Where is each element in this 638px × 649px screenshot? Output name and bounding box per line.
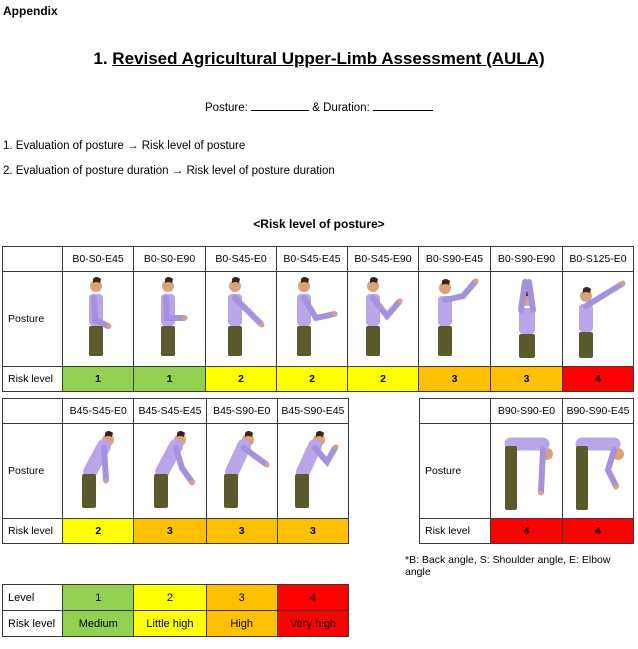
risk-level-cell: 3 <box>206 519 277 544</box>
posture-image-cell <box>563 424 634 519</box>
posture-code: B45-S90-E0 <box>206 399 277 424</box>
risk-level-cell: 2 <box>348 367 419 392</box>
title-number: 1. <box>93 49 108 68</box>
risk-level-cell: 4 <box>491 519 563 544</box>
risk-level-cell: 3 <box>134 519 206 544</box>
posture-image-cell <box>563 272 634 367</box>
risk-row-label: Risk level <box>420 519 491 544</box>
risk-level-cell: 2 <box>63 519 134 544</box>
risk-level-cell: 2 <box>206 367 277 392</box>
posture-image-cell <box>134 424 206 519</box>
worker-figure-icon <box>353 274 413 364</box>
worker-figure-icon <box>497 274 557 364</box>
posture-image-cell <box>491 272 563 367</box>
posture-image-cell <box>277 272 348 367</box>
posture-code: B45-S90-E45 <box>277 399 348 424</box>
risk-level-cell: 3 <box>419 367 491 392</box>
posture-image-cell <box>491 424 563 519</box>
risk-level-cell: 4 <box>563 367 634 392</box>
posture-code: B45-S45-E0 <box>63 399 134 424</box>
risk-level-cell: 3 <box>491 367 563 392</box>
title-text: Revised Agricultural Upper-Limb Assessment (AULA) <box>112 49 545 68</box>
appendix-heading: Appendix <box>3 4 58 18</box>
worker-figure-icon <box>497 426 557 516</box>
duration-label: & Duration: <box>312 102 370 114</box>
worker-figure-icon <box>568 426 628 516</box>
worker-figure-icon <box>211 274 271 364</box>
legend-level-cell: 3 <box>206 585 277 611</box>
worker-figure-icon <box>212 426 272 516</box>
step-2: 2. Evaluation of posture duration → Risk level of posture duration <box>3 165 335 177</box>
posture-code: B0-S125-E0 <box>563 247 634 272</box>
posture-code: B0-S45-E45 <box>277 247 348 272</box>
posture-image-cell <box>419 272 491 367</box>
worker-figure-icon <box>68 274 128 364</box>
risk-level-cell: 2 <box>277 367 348 392</box>
posture-image-cell <box>277 424 348 519</box>
posture-code: B45-S45-E45 <box>134 399 206 424</box>
risk-row-label: Risk level <box>3 519 63 544</box>
posture-code: B0-S0-E90 <box>134 247 206 272</box>
legend-risk-label: Risk level <box>3 611 63 637</box>
legend-level-cell: 1 <box>63 585 134 611</box>
posture-row-label: Posture <box>3 424 63 519</box>
risk-level-cell: 1 <box>134 367 206 392</box>
risk-row-label: Risk level <box>3 367 63 392</box>
posture-table-bend45 <box>2 398 349 544</box>
posture-code: B0-S45-E90 <box>348 247 419 272</box>
table-corner <box>420 399 491 424</box>
risk-posture-subheading: <Risk level of posture> <box>253 217 385 231</box>
worker-figure-icon <box>140 274 200 364</box>
legend-risk-name: Medium <box>63 611 134 637</box>
posture-code: B0-S0-E45 <box>63 247 134 272</box>
worker-figure-icon <box>68 426 128 516</box>
worker-figure-icon <box>140 426 200 516</box>
posture-code: B90-S90-E45 <box>563 399 634 424</box>
table-corner <box>3 399 63 424</box>
table-corner <box>3 247 63 272</box>
posture-image-cell <box>63 424 134 519</box>
posture-blank <box>251 99 309 111</box>
worker-figure-icon <box>282 274 342 364</box>
posture-image-cell <box>348 272 419 367</box>
posture-code: B90-S90-E0 <box>491 399 563 424</box>
posture-code: B0-S90-E90 <box>491 247 563 272</box>
worker-figure-icon <box>568 274 628 364</box>
abbreviation-footnote: *B: Back angle, S: Shoulder angle, E: Elbow angle <box>405 554 611 578</box>
legend-level-cell: 4 <box>277 585 348 611</box>
legend-risk-name: High <box>206 611 277 637</box>
legend-risk-name: Very high <box>277 611 348 637</box>
posture-image-cell <box>206 424 277 519</box>
step-1: 1. Evaluation of posture → Risk level of posture <box>3 140 246 152</box>
page-title <box>0 49 638 69</box>
risk-level-cell: 4 <box>563 519 634 544</box>
legend-level-label: Level <box>3 585 63 611</box>
risk-legend-table <box>2 584 349 637</box>
worker-figure-icon <box>283 426 343 516</box>
duration-blank <box>373 99 433 111</box>
posture-code: B0-S45-E0 <box>206 247 277 272</box>
risk-level-cell: 3 <box>277 519 348 544</box>
posture-row-label: Posture <box>420 424 491 519</box>
legend-risk-name: Little high <box>134 611 206 637</box>
posture-code: B0-S90-E45 <box>419 247 491 272</box>
posture-image-cell <box>134 272 206 367</box>
posture-table-bend90 <box>419 398 634 544</box>
posture-image-cell <box>63 272 134 367</box>
legend-level-cell: 2 <box>134 585 206 611</box>
risk-level-cell: 1 <box>63 367 134 392</box>
posture-row-label: Posture <box>3 272 63 367</box>
posture-duration-line <box>0 99 638 114</box>
worker-figure-icon <box>425 274 485 364</box>
posture-label: Posture: <box>205 102 248 114</box>
posture-table-standing <box>2 246 634 392</box>
posture-image-cell <box>206 272 277 367</box>
